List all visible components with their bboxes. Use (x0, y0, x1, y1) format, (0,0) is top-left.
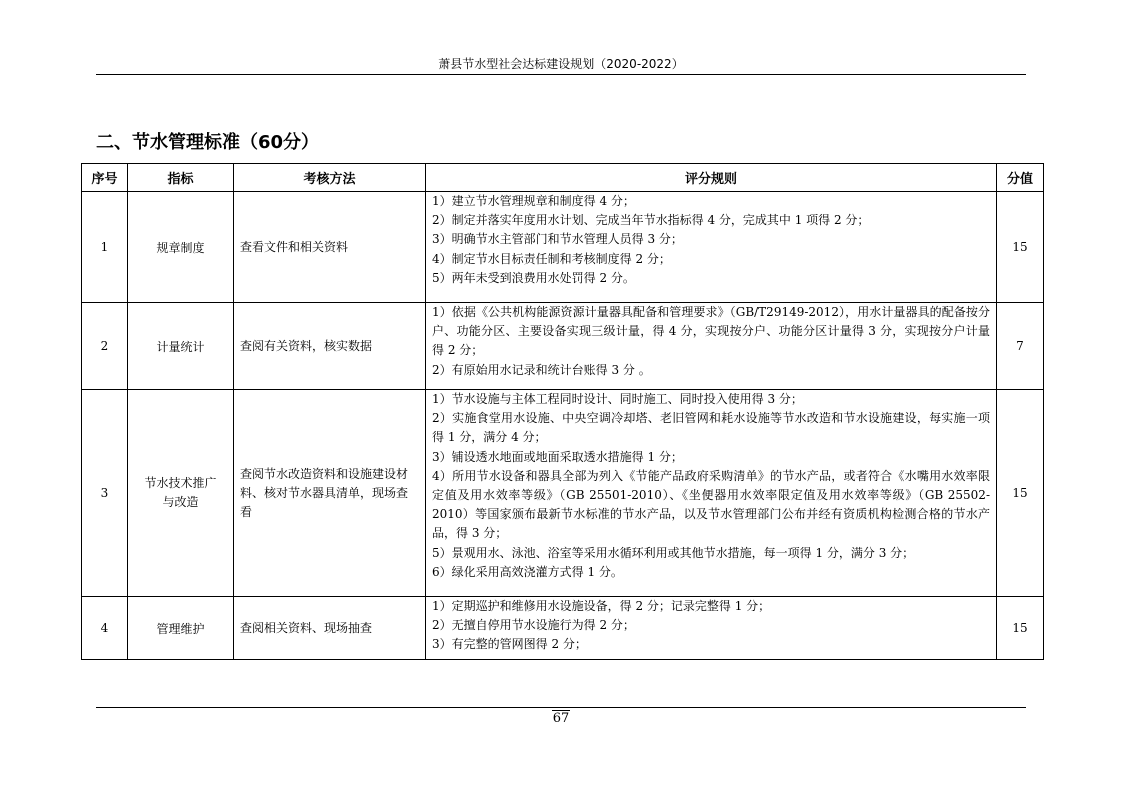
header-method: 考核方法 (234, 164, 426, 192)
scoring-table (81, 163, 1044, 660)
row-method: 查阅有关资料，核实数据 (234, 303, 426, 390)
header-indicator: 指标 (128, 164, 234, 192)
footer-divider (96, 707, 1026, 708)
rule-item: 3）有完整的管网图得 2 分； (432, 637, 587, 652)
rule-item: 2）实施食堂用水设施、中央空调冷却塔、老旧管网和耗水设施等节水改造和节水设施建设，每实施一项得 1 分，满分 4 分； (432, 411, 990, 445)
row-score: 15 (997, 390, 1044, 597)
header-rules: 评分规则 (426, 164, 997, 192)
table-row (82, 192, 1044, 303)
rule-item: 2）有原始用水记录和统计台账得 3 分 。 (432, 362, 651, 377)
row-method: 查阅相关资料、现场抽查 (234, 597, 426, 660)
rule-item: 5）景观用水、泳池、浴室等采用水循环利用或其他节水措施，每一项得 1 分，满分 3 分； (432, 545, 915, 560)
row-rules (426, 192, 997, 303)
rule-item: 4）制定节水目标责任制和考核制度得 2 分； (432, 251, 671, 266)
rule-item: 1）依据《公共机构能源资源计量器具配备和管理要求》（GB/T29149-2012），用水计量器具的配备按分户、功能分区、主要设备实现三级计量，得 4 分，实现按分户、功能分区计量得 3 分，实现按分户计量得 2 分； (432, 305, 990, 358)
row-no: 4 (82, 597, 128, 660)
page-number (0, 711, 1122, 726)
table-header-row (82, 164, 1044, 192)
running-header: 萧县节水型社会达标建设规划（2020-2022） (438, 57, 684, 71)
section-title: 二、节水管理标准（60分） (96, 132, 320, 153)
page-number-text: 67 (552, 711, 570, 726)
row-no: 2 (82, 303, 128, 390)
header-no: 序号 (82, 164, 128, 192)
row-method: 查看文件和相关资料 (234, 192, 426, 303)
rule-item: 4）所用节水设备和器具全部为列入《节能产品政府采购清单》的节水产品，或者符合《水嘴用水效率限定值及用水效率等级》（GB 25501-2010）、《坐便器用水效率限定值及用水效率等级》（GB 25502-2010）等国家颁布最新节水标准的节水产品，以及节水管理部门公布并经有资质机构检测合格的节水产品，得 3 分； (432, 468, 990, 541)
rule-item: 2）无擅自停用节水设施行为得 2 分； (432, 618, 635, 633)
row-score: 15 (997, 597, 1044, 660)
row-score: 7 (997, 303, 1044, 390)
row-rules (426, 597, 997, 660)
row-indicator: 节水技术推广与改造 (128, 390, 234, 597)
rule-item: 5）两年未受到浪费用水处罚得 2 分。 (432, 270, 635, 285)
rule-item: 3）铺设透水地面或地面采取透水措施得 1 分； (432, 449, 683, 464)
rule-item: 1）定期巡护和维修用水设施设备，得 2 分；记录完整得 1 分； (432, 599, 771, 613)
row-indicator: 管理维护 (128, 597, 234, 660)
row-rules (426, 390, 997, 597)
row-no: 1 (82, 192, 128, 303)
row-indicator: 规章制度 (128, 192, 234, 303)
row-method: 查阅节水改造资料和设施建设材料、核对节水器具清单，现场查看 (234, 390, 426, 597)
rule-item: 2）制定并落实年度用水计划、完成当年节水指标得 4 分，完成其中 1 项得 2 分； (432, 213, 870, 228)
rule-item: 1）建立节水管理规章和制度得 4 分； (432, 194, 635, 208)
rule-item: 3）明确节水主管部门和节水管理人员得 3 分； (432, 232, 683, 247)
header-divider (96, 74, 1026, 75)
row-indicator: 计量统计 (128, 303, 234, 390)
table-row (82, 303, 1044, 390)
table-row (82, 390, 1044, 597)
row-rules (426, 303, 997, 390)
rule-item: 1）节水设施与主体工程同时设计、同时施工、同时投入使用得 3 分； (432, 392, 803, 406)
row-score: 15 (997, 192, 1044, 303)
rule-item: 6）绿化采用高效浇灌方式得 1 分。 (432, 564, 623, 579)
table-row (82, 597, 1044, 660)
row-no: 3 (82, 390, 128, 597)
header-score: 分值 (997, 164, 1044, 192)
